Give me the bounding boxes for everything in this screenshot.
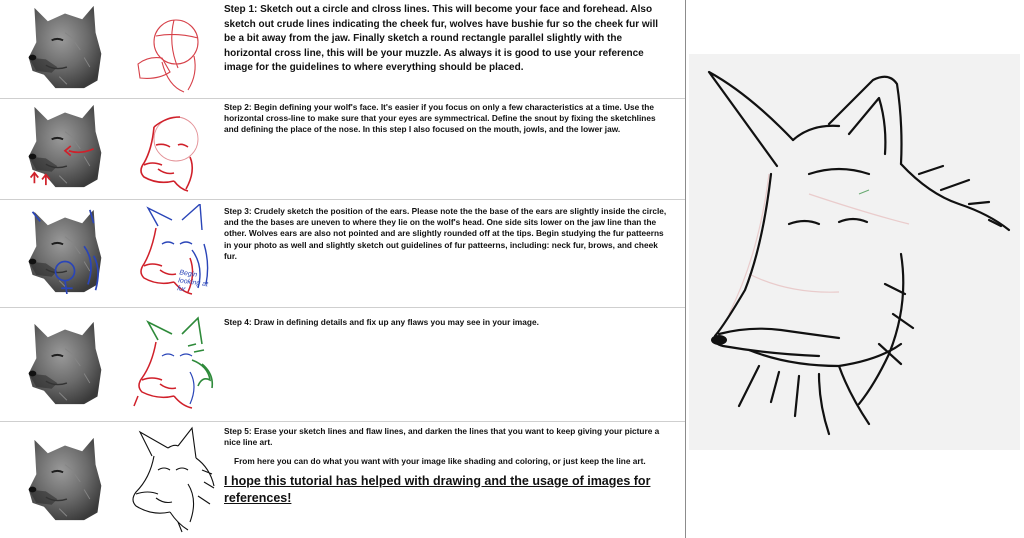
step-3-text: Step 3: Crudely sketch the position of the ears. Please note the the base of the ears are slightly inside the circle, and the the bases are uneven to where they lie on the wolf's head. One side sits lower on the jaw line than the other. Wolves ears are also not pointed and are slightly rounded off at the tips. Begin studying the fur patteerns in your photo as well and slightly sketch out guidelines of fur patteerns, including: neck fur, brows, and cheek fur. <box>224 206 667 261</box>
step-2-text: Step 2: Begin defining your wolf's face. It's easier if you focus on only a few characteristics at a time. Use the horizontal cross-line to make sure that your eyes are symmectrical. Define the snout by fixing the sketchlines and defining the place of the nose. In this step I also focused on the mouth, jowls, and the lower jaw. <box>224 102 656 135</box>
column-divider <box>685 0 686 538</box>
step-5-text-part-1: Step 5: Erase your sketch lines and flaw lines, and darken the lines that you want to keep giving your picture a nice line art. <box>224 426 660 448</box>
closing-message: I hope this tutorial has helped with drawing and the usage of images for references! <box>224 473 651 505</box>
step-2-sketch <box>118 105 218 195</box>
final-wolf-drawing <box>689 54 1020 450</box>
wolf-reference-photo <box>26 320 104 406</box>
step-5-line-art <box>118 426 218 534</box>
red-guide-arrows-overlay <box>26 103 104 189</box>
step-1-sketch <box>118 6 218 96</box>
step-1-text: Step 1: Sketch out a circle and clross lines. This will become your face and forehead. Also sketch out crude lines indicating the cheek fur, wolves have bushie fur so the cheek fur will be a bit away from the jaw. Finally sketch a round rectangle parallel slightly with the horizontal cross line, this will be your muzzle. As always it is good to use your reference image for the guidelines to where everything should be placed. <box>224 4 659 73</box>
step-5-panel <box>0 422 685 538</box>
step-5-text <box>224 426 667 507</box>
final-line-art <box>689 54 1020 450</box>
wolf-reference-photo <box>26 436 104 522</box>
wolf-reference-photo <box>26 4 104 90</box>
step-2-panel <box>0 99 685 200</box>
begin-looking-at-fur-annotation: Begin looking at fur <box>176 269 209 294</box>
step-4-text: Step 4: Draw in defining details and fix up any flaws you may see in your image. <box>224 317 539 327</box>
step-1-panel <box>0 0 685 99</box>
blue-guide-overlay <box>26 208 104 294</box>
step-4-sketch <box>118 316 218 416</box>
step-3-panel <box>0 200 685 308</box>
step-5-text-part-2: From here you can do what you want with your image like shading and coloring, or just keep the line art. <box>234 456 646 467</box>
step-4-panel <box>0 308 685 422</box>
